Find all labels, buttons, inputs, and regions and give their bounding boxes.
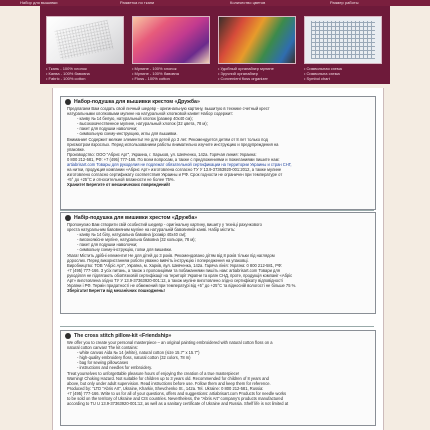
caption-line: • Символьна схема (304, 71, 340, 76)
caption-block (218, 66, 294, 81)
card-warning: Зберігати! Берегти від механічних пошкоджень! (67, 288, 165, 294)
bullet-icon (65, 333, 71, 339)
card-line: - пакет для подушки наволочки; (77, 242, 138, 248)
card-line: artiabrisart.com Товары для рукоделия не подлежат обязательной сертификации на территории Украины и стран СНГ, (67, 162, 292, 168)
card-line: - high-quality embroidery floss, natural cotton (32 colors, 78 m) (77, 355, 191, 361)
card-line: Арт» виготовлена згідно ТУ У 13.9-37363920-001:12, а також муліне виготовлено згідно сертифікату відповідності (67, 278, 283, 284)
card-line: - канву № 14 білу, натуральна бавовна (розмір 40х40 см); (77, 232, 187, 238)
card-line: рукоділля не підлягають обов'язковій сертифікації на території України та країн СНД, проте, продукція компанії «Абріс (67, 272, 293, 278)
card-line: +7 (495) 777-166. З усіх питань, а також з пропозиціями та побажаннями пишіть нам: artiabrisart.com Товари для (67, 267, 281, 273)
card-line: присмотром взрослых. Перед использованием работы внимательно изучите инструкцию и предупреждения на (67, 141, 279, 147)
chart-photo (304, 16, 382, 64)
card-line: упаковке. (67, 146, 86, 152)
card-line: according to TU U 13.9-37363920-001:12, as well as a sanitary certificate of Ukraine and Russia. Shelf life is not limited at (67, 401, 289, 407)
card-line: дорослих. Перед використанням роботи уважно вивчіть інструкцію і попередження на упаковці. (67, 257, 249, 263)
caption-line: • Зручний органайзер (218, 71, 258, 76)
card-line: - white canvas Aida № 14 (white), natural cotton (size 15.7" x 15.7") (77, 350, 200, 356)
instruction-card-en (60, 330, 376, 426)
instruction-sheet (52, 88, 384, 430)
canvas-photo (46, 16, 124, 64)
card-line: - пакет для подушки наволочки; (77, 126, 138, 132)
caption-line: • Ткань - 100% хлопок (46, 66, 87, 71)
card-line: - bag for sewing pillowcases (77, 360, 129, 366)
bullet-icon (65, 215, 71, 221)
caption-line: • Удобный органайзер мулине (218, 66, 274, 71)
organizer-photo (218, 16, 296, 64)
top-strip-label: Размер работы (330, 0, 359, 5)
caption-line: • Symbol chart (304, 76, 330, 81)
card-title-text: Набор-подушка для вышивки крестом «Дружба» (74, 99, 200, 105)
card-line: України і РФ. Термін придатності не обмежений при температурі від +5° до +25°C та відносній вологості не більше 75 %. (67, 283, 297, 289)
caption-block (304, 66, 380, 81)
card-line: - високоякісне муліне, натуральна бавовна (32 кольори, 78 м); (77, 237, 196, 243)
card-title-text: The cross stitch pillow-kit «Friendship» (74, 333, 172, 339)
card-title (61, 97, 375, 106)
card-line: хреста натуральним бавовняним муліне на натуральній бавовняній канві. Набір містить: (67, 227, 236, 233)
card-line: натуральными хлопковыми мулине на натуральной хлопковой канве! Набор содержит: (67, 111, 234, 117)
card-line: Warning! Choking Hazard. Not suitable for children up to 3 years old. Recommended for children of 8 years and (67, 375, 269, 381)
top-strip-label: Количество цветов (230, 0, 266, 5)
card-line: - высококачественное мулине, натуральный хлопок (32 цвета, 78 м); (77, 121, 208, 127)
card-title-text: Набір-подушка для вишивки хрестом «Дружба» (74, 215, 198, 221)
card-line: - символьную схему-инструкцию, иглы для вышивки. (77, 131, 178, 137)
card-line: - канву № 14 белую, натуральный хлопок (размер 40х40 см); (77, 116, 193, 122)
card-line: +5° до +25°C и относительной влажности не более 75%. (67, 177, 175, 183)
caption-line: • Convenient floss organizer (218, 76, 268, 81)
floss-photo (132, 16, 210, 64)
caption-block (46, 66, 122, 81)
caption-block (132, 66, 208, 81)
card-line: +7 (495) 777-166. Write to us for all of your questions, offers and suggestions: artiabrisart.com Products for needle works (67, 390, 287, 396)
card-warning: Храните! Берегите от механических повреждений! (67, 182, 170, 188)
card-line: above, but only under adult supervision. Read instructions before use. Follow them and keep them for reference. (67, 380, 271, 386)
card-line: на нитки, продукция компании «Абрис Арт» изготовлена согласно ТУ У 13.9-37363920-001:2012, а также мулине (67, 167, 282, 173)
card-line: Produced by: "LTD "Abris Art", Ukraine, Kharkiv, Shevchenko St., 142a. Tel. Ukraine: 0 800 212-581, Russia: (67, 385, 264, 391)
section-divider (60, 326, 374, 327)
caption-line: • Fabric - 100% cotton (46, 76, 86, 81)
caption-line: • Символьная схема (304, 66, 342, 71)
card-line: Производство: ООО "Абрис Арт", Украина, г. Харьков, ул. Шевченко, 142а. Горячая линия: Украина: (67, 151, 257, 157)
top-strip-label: Набор для вышивки (20, 0, 58, 5)
card-line: Увага! Містить дрібні елементи! Не для дітей до 3 років. Рекомендовано дітям від 8 років тільки під наглядом (67, 252, 275, 258)
card-line: 0 800 212-581, РФ: +7 (495) 777-166. По всем вопросам, а также с предложениями и пожеланиями пишите нам: (67, 156, 280, 162)
caption-line: • Мулине - 100% хлопок (132, 66, 177, 71)
top-strip-label: Разметка по ткани (120, 0, 155, 5)
card-line: изготовлено согласно сертификату соответствия Украины и РФ. Срок годности не ограничен при температуре от (67, 172, 283, 178)
card-line: Treat yourselves to unforgettable pleasure hours of enjoying the creation of a true masterpiece! (67, 370, 240, 376)
card-title (61, 331, 375, 340)
caption-line: • Канва - 100% бавовна (46, 71, 90, 76)
card-line: We offer you to create your personal masterpiece – an original painting embroidered with natural cotton floss on a (67, 340, 273, 345)
instruction-card-uk (60, 212, 376, 314)
card-line: Виробництво: ТОВ "Абріс Арт", Україна, м. Харків, вул. Шевченка, 142а. Гаряча лінія: Україна: 0 800 212-581, РФ: (67, 262, 283, 268)
card-line: Внимание! Содержит мелкие элементы! Не для детей до 3 лет. Рекомендуется детям от 8 лет только под (67, 136, 268, 142)
card-title (61, 213, 375, 222)
card-line: Предлагаем Вам создать свой личный шедевр - оригинальную картину, вышитую в технике счетный крест (67, 106, 270, 111)
caption-line: • Мулине - 100% бавовна (132, 71, 179, 76)
card-line: - символьну схему-інструкцію, голки для вишивки. (77, 247, 173, 253)
product-header-band (40, 6, 390, 84)
card-line: Пропонуємо Вам створити свій особистий шедевр - оригінальну картину, вишиту у техніці рахункового (67, 222, 262, 227)
bullet-icon (65, 99, 71, 105)
instruction-card-ru (60, 96, 376, 210)
card-line: to be sold on the territory of Ukraine and CIS countries. Nevertheless, the "Abris Art" company's products manufactured (67, 396, 283, 402)
card-line: natural cotton canvas! The kit contains: (67, 345, 138, 351)
caption-line: • Floss - 100% cotton (132, 76, 170, 81)
section-divider (60, 210, 374, 211)
card-line: - instructions and needles for embroidery. (77, 365, 153, 371)
